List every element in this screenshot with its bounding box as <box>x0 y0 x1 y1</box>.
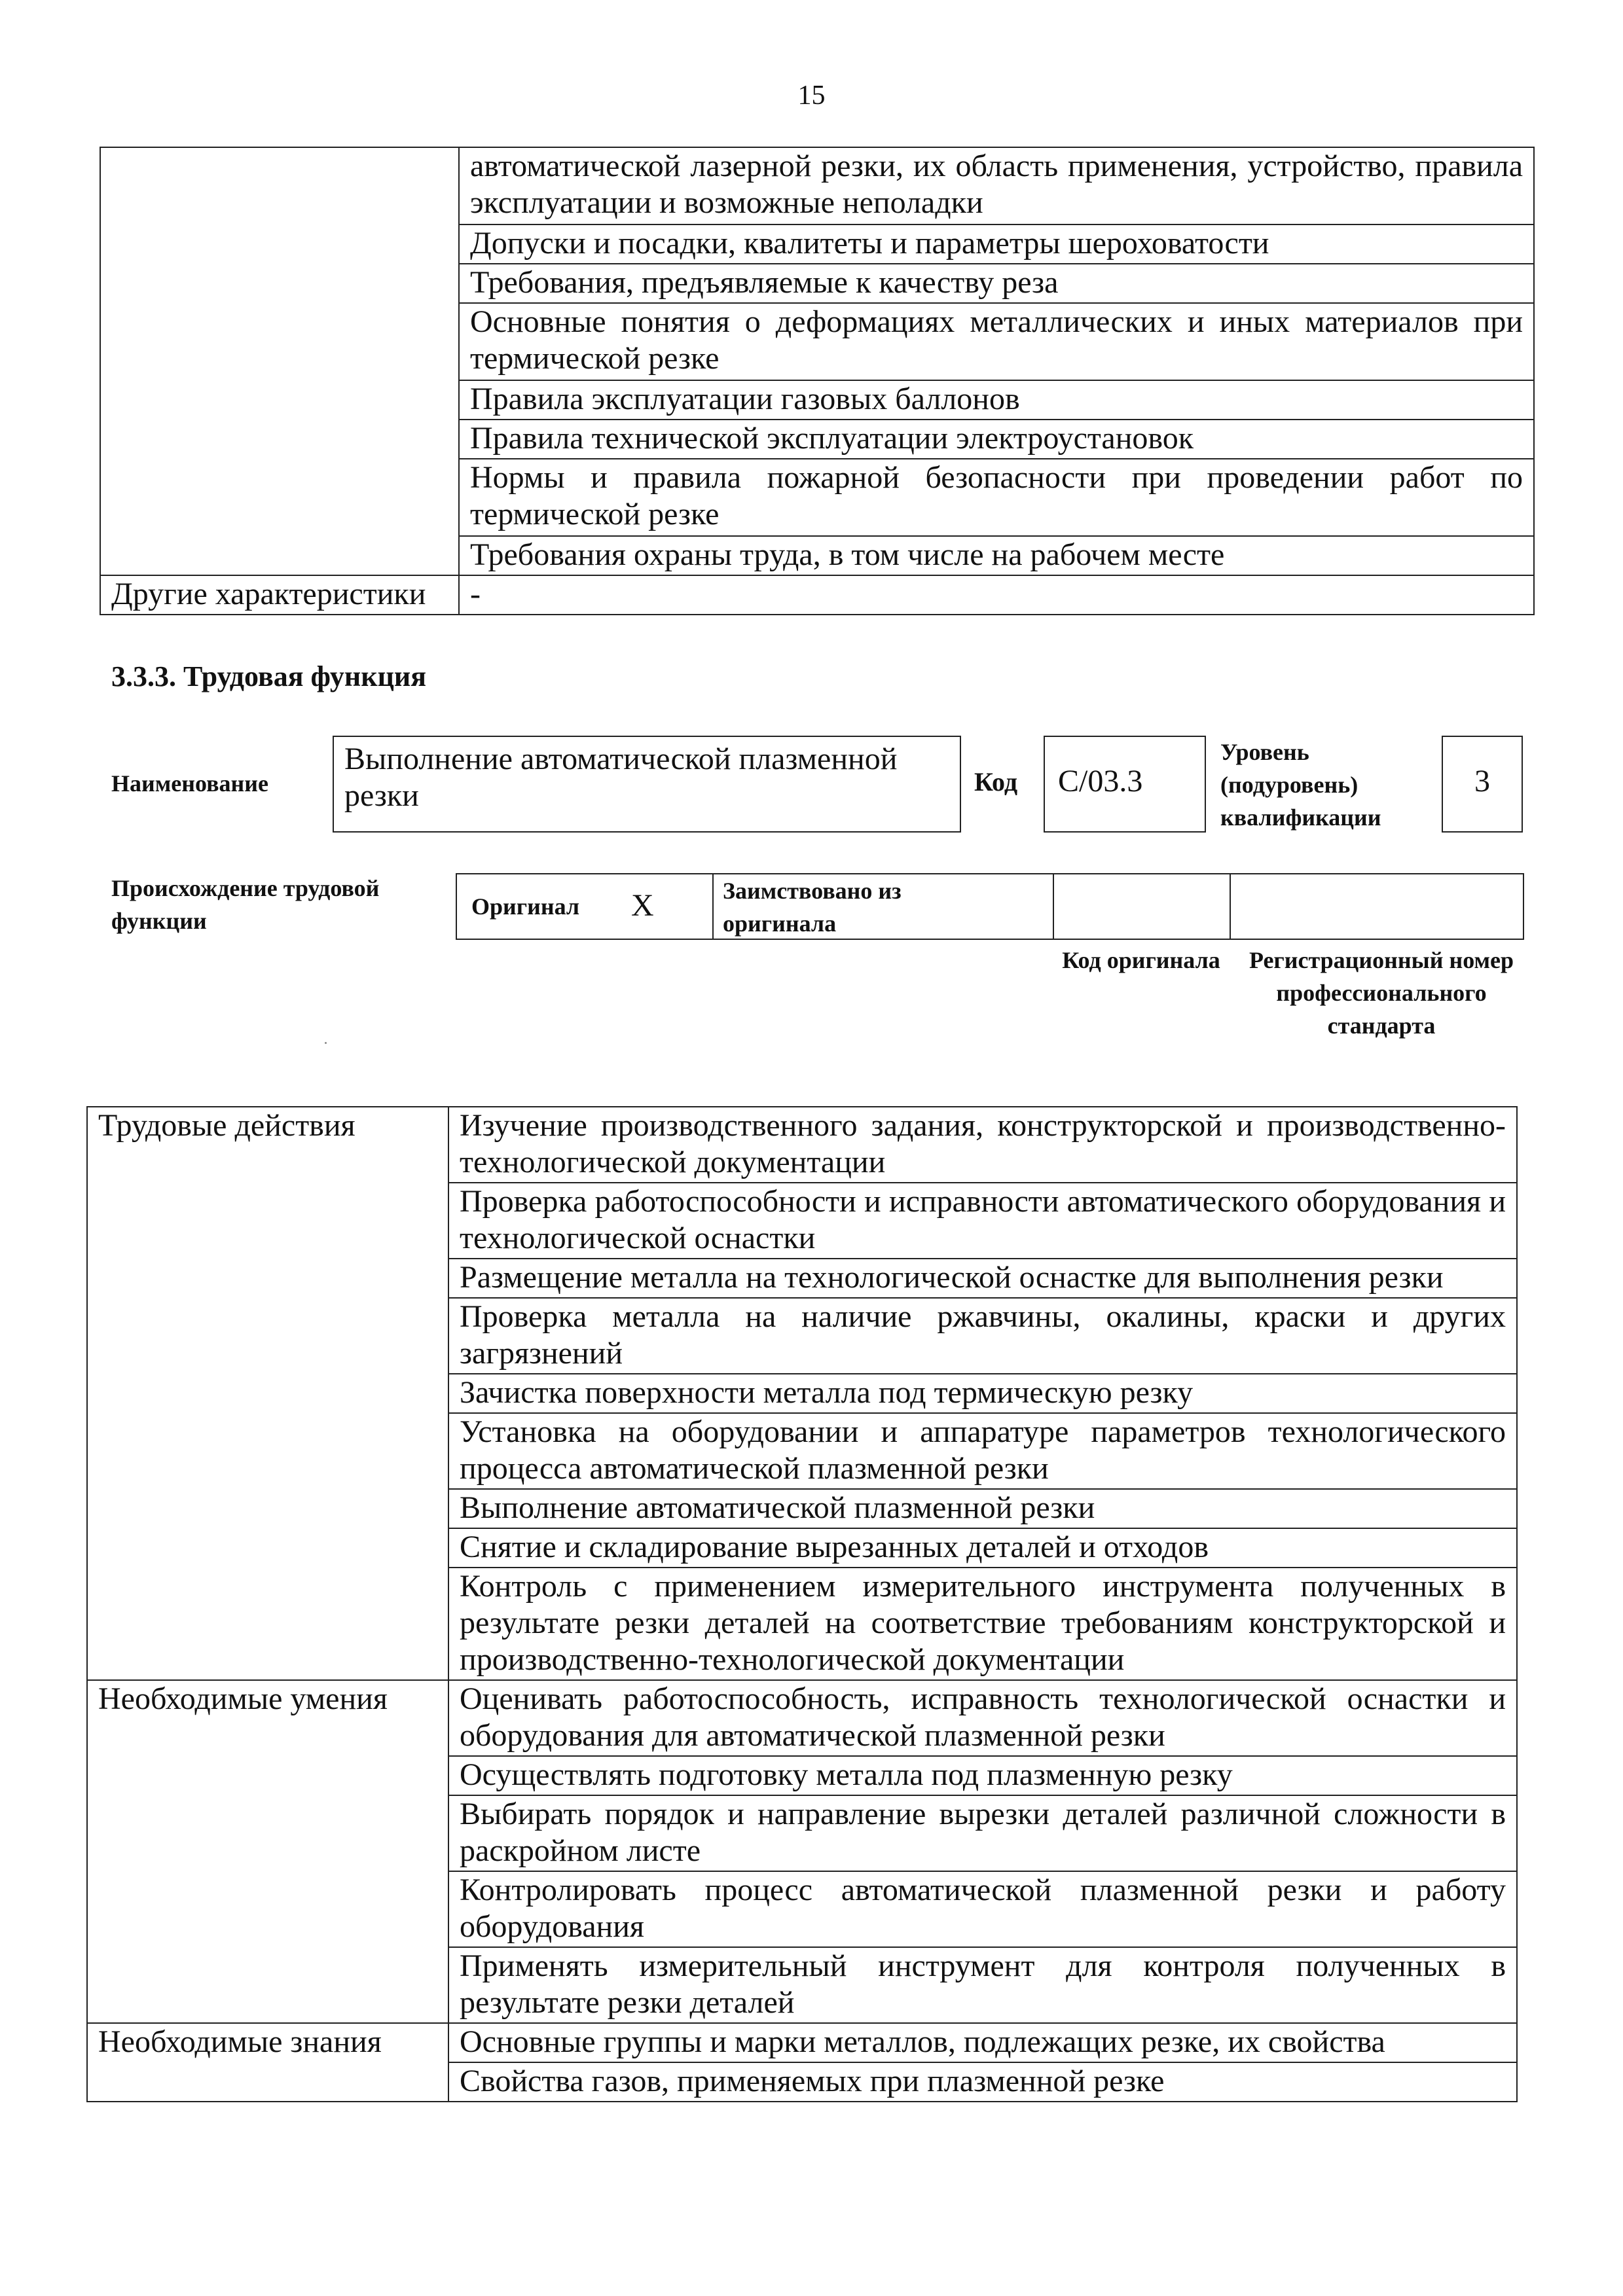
table-cell: Выбирать порядок и направление вырезки деталей различной сложности в раскройном листе <box>448 1795 1517 1871</box>
table-cell: Правила эксплуатации газовых баллонов <box>459 380 1534 420</box>
table-row <box>100 575 1534 615</box>
level-value: 3 <box>1474 764 1490 798</box>
table-cell: Требования охраны труда, в том числе на рабочем месте <box>459 536 1534 575</box>
code-original-caption: Код оригинала <box>1062 947 1220 973</box>
code-original-cell <box>1054 874 1231 939</box>
table-cell: Нормы и правила пожарной безопасности при проведении работ по термической резке <box>459 459 1534 536</box>
table-row <box>100 147 1534 224</box>
table-cell: Установка на оборудовании и аппаратуре параметров технологического процесса автоматической плазменной резки <box>448 1413 1517 1489</box>
original-cell <box>457 874 714 939</box>
table-cell: Оценивать работоспособность, исправность технологической оснастки и оборудования для автоматической плазменной резки <box>448 1680 1517 1756</box>
group-label-labor-actions: Трудовые действия <box>87 1107 448 1680</box>
borrowed-cell <box>714 874 1054 939</box>
table-cell: Выполнение автоматической плазменной резки <box>448 1489 1517 1528</box>
table-row <box>87 1107 1517 1183</box>
table-cell: Осуществлять подготовку металла под плазменную резку <box>448 1756 1517 1795</box>
table-cell: Правила технической эксплуатации электроустановок <box>459 420 1534 459</box>
table-cell: Применять измерительный инструмент для контроля полученных в результате резки деталей <box>448 1947 1517 2023</box>
original-label: Оригинал <box>471 893 580 920</box>
level-label: Уровень (подуровень) квалификации <box>1220 739 1381 831</box>
table-cell: Проверка металла на наличие ржавчины, окалины, краски и других загрязнений <box>448 1298 1517 1374</box>
original-mark: X <box>631 888 654 923</box>
table-cell: Основные группы и марки металлов, подлежащих резке, их свойства <box>448 2023 1517 2062</box>
name-label: Наименование <box>111 770 268 797</box>
page-number: 15 <box>797 81 826 111</box>
empty-label-cell <box>100 147 459 575</box>
table-cell: Снятие и складирование вырезанных деталей и отходов <box>448 1528 1517 1568</box>
origin-label: Происхождение трудовой функции <box>111 875 380 934</box>
code-value: C/03.3 <box>1058 764 1143 798</box>
section-heading: 3.3.3. Трудовая функция <box>111 660 427 692</box>
table-cell: Проверка работоспособности и исправности автоматического оборудования и технологической оснастки <box>448 1183 1517 1259</box>
table-cell: Допуски и посадки, квалитеты и параметры шероховатости <box>459 224 1534 264</box>
code-label-text: Код <box>974 767 1018 797</box>
other-characteristics-label: Другие характеристики <box>100 575 459 615</box>
knowledge-continuation-table <box>100 147 1535 615</box>
group-label-knowledge: Необходимые знания <box>87 2023 448 2102</box>
labor-function-table <box>86 1106 1518 2102</box>
table-row <box>87 1680 1517 1756</box>
function-name: Выполнение автоматической плазменной резки <box>344 742 898 813</box>
reg-number-caption: Регистрационный номер профессионального стандарта <box>1249 947 1514 1039</box>
table-cell: Зачистка поверхности металла под термическую резку <box>448 1374 1517 1413</box>
borrowed-label: Заимствовано из оригинала <box>723 878 902 937</box>
table-cell: Основные понятия о деформациях металлических и иных материалов при термической резке <box>459 303 1534 380</box>
other-characteristics-value: - <box>459 575 1534 615</box>
table-cell: Изучение производственного задания, конструкторской и производственно-технологической документации <box>448 1107 1517 1183</box>
table-row <box>87 2023 1517 2062</box>
table-cell: Размещение металла на технологической оснастке для выполнения резки <box>448 1259 1517 1298</box>
table-cell: Свойства газов, применяемых при плазменной резке <box>448 2062 1517 2102</box>
code-box <box>1044 736 1206 833</box>
table-cell: Требования, предъявляемые к качеству реза <box>459 264 1534 303</box>
scan-speck <box>325 1042 327 1044</box>
group-label-skills: Необходимые умения <box>87 1680 448 2023</box>
table-cell: автоматической лазерной резки, их область применения, устройство, правила эксплуатации и возможные неполадки <box>459 147 1534 224</box>
table-cell: Контроль с применением измерительного инструмента полученных в результате резки деталей на соответствие требованиям конструкторской и производственно-технологической документации <box>448 1568 1517 1680</box>
origin-table <box>456 873 1524 940</box>
level-box <box>1442 736 1523 833</box>
code-label <box>974 766 1017 798</box>
table-cell: Контролировать процесс автоматической плазменной резки и работу оборудования <box>448 1871 1517 1947</box>
name-box <box>333 736 961 833</box>
